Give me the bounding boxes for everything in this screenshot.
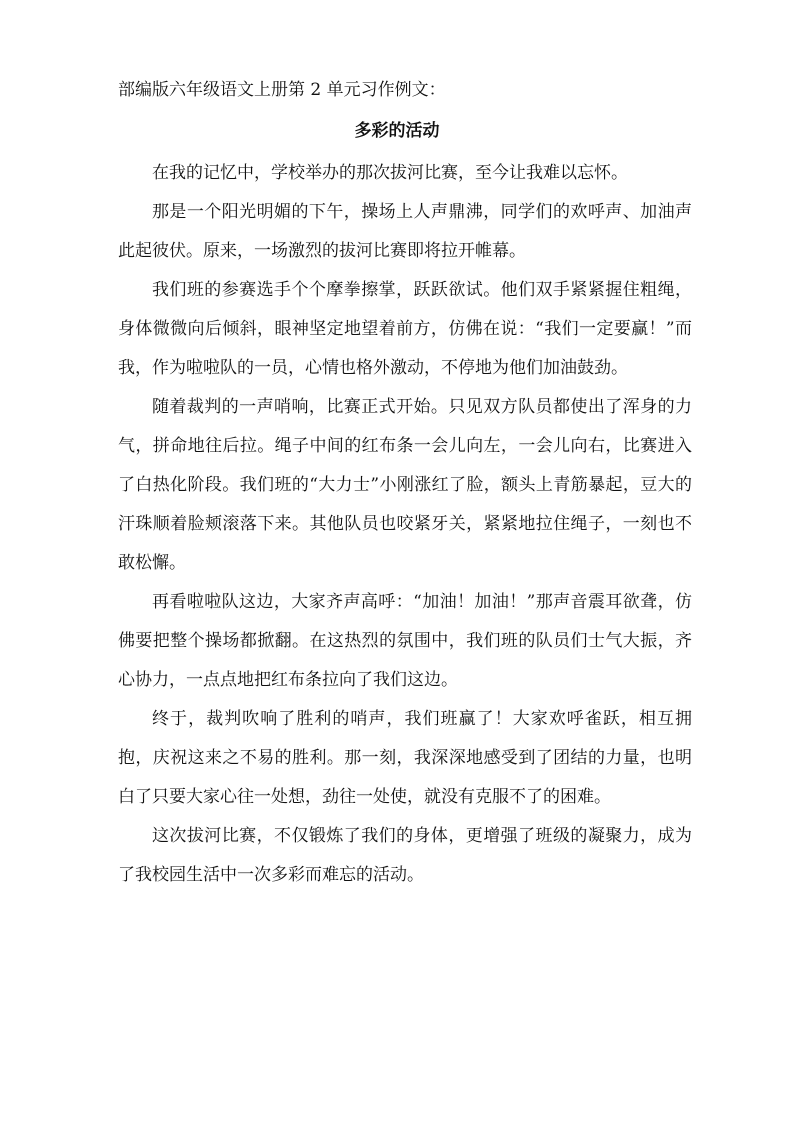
paragraph-6: 终于，裁判吹响了胜利的哨声，我们班赢了！大家欢呼雀跃，相互拥抱，庆祝这来之不易的胜利。那一刻，我深深地感受到了团结的力量，也明白了只要大家心往一处想，劲往一处使，就没有克服不了的困难。: [118, 709, 692, 807]
document-header: 部编版六年级语文上册第 2 单元习作例文：: [118, 80, 446, 100]
paragraph-2: 那是一个阳光明媚的下午，操场上人声鼎沸，同学们的欢呼声、加油声此起彼伏。原来，一场激烈的拔河比赛即将拉开帷幕。: [118, 202, 692, 261]
document-body: [118, 154, 692, 895]
paragraph-5: 再看啦啦队这边，大家齐声高呼：“加油！加油！”那声音震耳欲聋，仿佛要把整个操场都掀翻。在这热烈的氛围中，我们班的队员们士气大振，齐心协力，一点点地把红布条拉向了我们这边。: [118, 592, 692, 690]
paragraph-7: 这次拔河比赛，不仅锻炼了我们的身体，更增强了班级的凝聚力，成为了我校园生活中一次多彩而难忘的活动。: [118, 826, 692, 885]
paragraph-4: 随着裁判的一声哨响，比赛正式开始。只见双方队员都使出了浑身的力气，拼命地往后拉。绳子中间的红布条一会儿向左，一会儿向右，比赛进入了白热化阶段。我们班的“大力士”小刚涨红了脸，额头上青筋暴起，豆大的汗珠顺着脸颊滚落下来。其他队员也咬紧牙关，紧紧地拉住绳子，一刻也不敢松懈。: [118, 397, 692, 573]
document-title: 多彩的活动: [354, 121, 440, 141]
paragraph-1: 在我的记忆中，学校举办的那次拔河比赛，至今让我难以忘怀。: [152, 163, 628, 183]
paragraph-3: 我们班的参赛选手个个摩拳擦掌，跃跃欲试。他们双手紧紧握住粗绳，身体微微向后倾斜，眼神坚定地望着前方，仿佛在说：“我们一定要赢！”而我，作为啦啦队的一员，心情也格外激动，不停地为他们加油鼓劲。: [118, 280, 692, 378]
